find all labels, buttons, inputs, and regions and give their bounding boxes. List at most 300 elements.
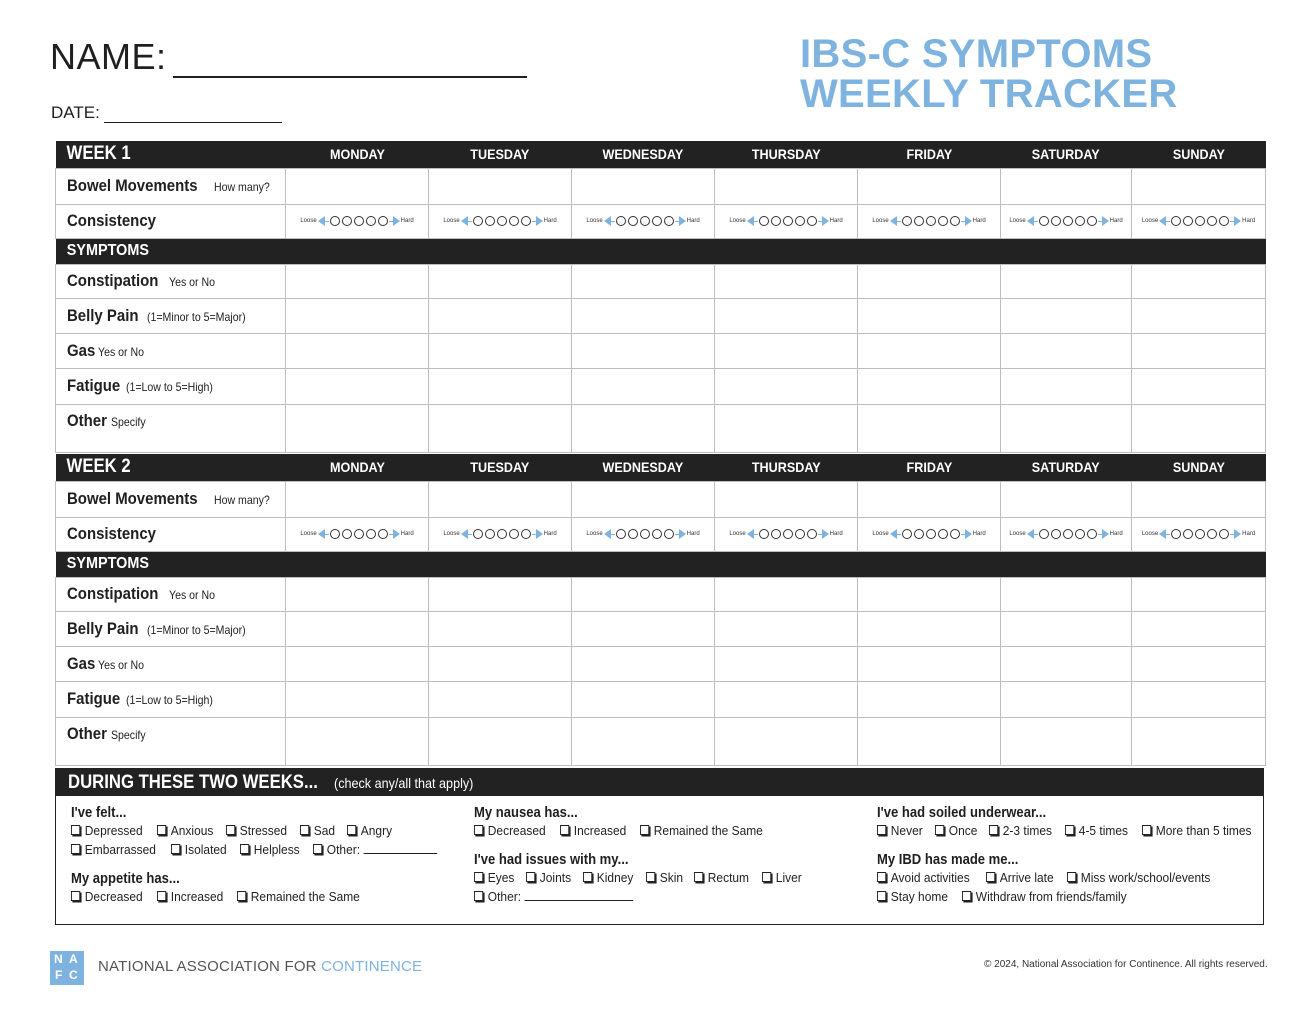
entry-cell[interactable] <box>1132 168 1266 204</box>
entry-cell[interactable] <box>858 681 1001 717</box>
week-2-table <box>55 454 1266 766</box>
scale-option-2[interactable] <box>342 529 352 539</box>
row-sublabel: Yes or No <box>97 344 144 359</box>
felt-option[interactable] <box>226 821 287 840</box>
row-label-cell <box>56 681 286 717</box>
scale-option-4[interactable] <box>509 216 519 226</box>
scale-option-1[interactable] <box>473 216 483 226</box>
scale-option-1[interactable] <box>616 216 626 226</box>
scale-option-2[interactable] <box>485 216 495 226</box>
entry-cell[interactable] <box>1132 404 1266 452</box>
entry-cell[interactable] <box>1001 611 1132 646</box>
scale-option-1[interactable] <box>759 529 769 539</box>
scale-option-2[interactable] <box>771 529 781 539</box>
entry-cell[interactable] <box>715 298 858 333</box>
arrow-left-icon <box>1027 216 1034 226</box>
issues-option[interactable] <box>583 868 633 887</box>
scale-option-2[interactable] <box>771 216 781 226</box>
scale-option-3[interactable] <box>1063 216 1073 226</box>
scale-option-4[interactable] <box>795 529 805 539</box>
entry-cell[interactable] <box>286 168 429 204</box>
checkbox-icon[interactable] <box>986 872 995 882</box>
entry-cell[interactable] <box>429 646 572 681</box>
loose-label: Loose <box>1009 218 1026 224</box>
row-consistency <box>56 517 1266 551</box>
entry-cell[interactable] <box>429 481 572 517</box>
arrow-left-icon <box>318 529 325 539</box>
scale-option-5[interactable] <box>950 529 960 539</box>
hard-label: Hard <box>972 531 986 537</box>
scale-option-4[interactable] <box>1075 529 1085 539</box>
soiled-option[interactable] <box>935 821 977 840</box>
scale-option-5[interactable] <box>807 216 817 226</box>
ibd-option[interactable] <box>877 868 970 887</box>
entry-cell[interactable] <box>1001 717 1132 765</box>
scale-option-2[interactable] <box>485 529 495 539</box>
nausea-option[interactable] <box>560 821 626 840</box>
entry-cell[interactable] <box>429 611 572 646</box>
name-blank[interactable] <box>173 46 527 78</box>
checkbox-icon[interactable] <box>646 872 655 882</box>
checkbox-icon[interactable] <box>1142 825 1151 835</box>
entry-cell[interactable] <box>858 264 1001 298</box>
entry-cell[interactable] <box>1132 333 1266 368</box>
symptoms-header: SYMPTOMS <box>66 242 149 259</box>
entry-cell[interactable] <box>715 646 858 681</box>
scale-option-4[interactable] <box>652 216 662 226</box>
entry-cell[interactable] <box>715 368 858 404</box>
row-fatigue <box>56 681 1266 717</box>
scale-option-5[interactable] <box>1087 216 1097 226</box>
arrow-right-icon <box>679 529 686 539</box>
row-label: Constipation <box>67 271 159 290</box>
entry-cell[interactable] <box>1132 681 1266 717</box>
entry-cell[interactable] <box>1001 404 1132 452</box>
consistency-scale <box>858 529 1000 539</box>
scale-option-3[interactable] <box>354 216 364 226</box>
week-header-row <box>56 454 1266 481</box>
entry-cell[interactable] <box>858 481 1001 517</box>
issues-other-label: Other: <box>487 889 522 904</box>
scale-option-4[interactable] <box>795 216 805 226</box>
scale-option-3[interactable] <box>1195 529 1205 539</box>
scale-line <box>754 534 758 535</box>
entry-cell[interactable] <box>715 168 858 204</box>
checkbox-icon[interactable] <box>877 872 886 882</box>
issues-option[interactable] <box>762 868 802 887</box>
entry-cell[interactable] <box>1132 368 1266 404</box>
hard-label: Hard <box>543 218 557 224</box>
scale-option-1[interactable] <box>1171 529 1181 539</box>
nausea-title: My nausea has... <box>474 805 578 821</box>
scale-option-1[interactable] <box>902 216 912 226</box>
issues-option[interactable] <box>646 868 683 887</box>
scale-option-3[interactable] <box>783 216 793 226</box>
consistency-cell <box>715 204 858 238</box>
consistency-scale <box>286 216 428 226</box>
scale-option-1[interactable] <box>902 529 912 539</box>
name-field[interactable] <box>50 36 527 78</box>
entry-cell[interactable] <box>429 717 572 765</box>
scale-option-5[interactable] <box>950 216 960 226</box>
scale-option-4[interactable] <box>938 216 948 226</box>
entry-cell[interactable] <box>715 333 858 368</box>
entry-cell[interactable] <box>572 646 715 681</box>
scale-option-4[interactable] <box>509 529 519 539</box>
entry-cell[interactable] <box>858 404 1001 452</box>
entry-cell[interactable] <box>572 333 715 368</box>
row-label: Constipation <box>67 584 159 603</box>
entry-cell[interactable] <box>715 611 858 646</box>
week-1-table <box>55 141 1266 453</box>
felt-option[interactable] <box>300 821 335 840</box>
checkbox-icon[interactable] <box>989 825 998 835</box>
entry-cell[interactable] <box>429 404 572 452</box>
option-label: Increased <box>170 889 224 904</box>
entry-cell[interactable] <box>1001 264 1132 298</box>
option-label: Stay home <box>890 889 948 904</box>
row-label-cell <box>56 333 286 368</box>
option-label: Rectum <box>707 870 749 885</box>
entry-cell[interactable] <box>1001 481 1132 517</box>
entry-cell[interactable] <box>1132 264 1266 298</box>
issues-title: I've had issues with my... <box>474 852 629 868</box>
checkbox-icon[interactable] <box>583 872 592 882</box>
row-other <box>56 717 1266 765</box>
week-header-row <box>56 141 1266 168</box>
scale-option-3[interactable] <box>497 216 507 226</box>
checkbox-icon[interactable] <box>474 825 483 835</box>
entry-cell[interactable] <box>286 333 429 368</box>
checkbox-icon[interactable] <box>71 844 80 854</box>
nausea-options <box>474 821 813 840</box>
appetite-option[interactable] <box>157 887 223 906</box>
checkbox-icon[interactable] <box>877 825 886 835</box>
hard-label: Hard <box>1242 218 1256 224</box>
entry-cell[interactable] <box>286 577 429 611</box>
checkbox-icon[interactable] <box>762 872 771 882</box>
felt-option[interactable] <box>157 821 213 840</box>
row-label-cell <box>56 298 286 333</box>
scale-option-5[interactable] <box>664 216 674 226</box>
entry-cell[interactable] <box>286 368 429 404</box>
row-bowel <box>56 168 1266 204</box>
scale-option-3[interactable] <box>926 216 936 226</box>
entry-cell[interactable] <box>858 577 1001 611</box>
entry-cell[interactable] <box>286 404 429 452</box>
entry-cell[interactable] <box>715 717 858 765</box>
entry-cell[interactable] <box>286 646 429 681</box>
checkbox-icon[interactable] <box>694 872 703 882</box>
checkbox-icon[interactable] <box>962 891 971 901</box>
entry-cell[interactable] <box>429 681 572 717</box>
entry-cell[interactable] <box>572 264 715 298</box>
scale-option-5[interactable] <box>378 216 388 226</box>
entry-cell[interactable] <box>1001 333 1132 368</box>
entry-cell[interactable] <box>858 168 1001 204</box>
option-label: Anxious <box>170 823 214 838</box>
arrow-left-icon <box>461 529 468 539</box>
title-line-2: WEEKLY TRACKER <box>800 72 1178 116</box>
issues-option[interactable] <box>474 868 514 887</box>
row-label-cell <box>56 646 286 681</box>
entry-cell[interactable] <box>429 168 572 204</box>
checkbox-icon[interactable] <box>226 825 235 835</box>
scale-option-2[interactable] <box>342 216 352 226</box>
scale-option-3[interactable] <box>354 529 364 539</box>
ibd-option[interactable] <box>962 887 1127 906</box>
entry-cell[interactable] <box>286 298 429 333</box>
checkbox-icon[interactable] <box>157 825 166 835</box>
checkbox-icon[interactable] <box>935 825 944 835</box>
arrow-left-icon <box>604 529 611 539</box>
scale-option-3[interactable] <box>926 529 936 539</box>
arrow-right-icon <box>1234 529 1241 539</box>
checkbox-icon[interactable] <box>1065 825 1074 835</box>
consistency-scale <box>715 216 857 226</box>
entry-cell[interactable] <box>572 404 715 452</box>
hard-label: Hard <box>400 531 414 537</box>
scale-option-1[interactable] <box>759 216 769 226</box>
entry-cell[interactable] <box>572 717 715 765</box>
appetite-title: My appetite has... <box>71 871 180 887</box>
entry-cell[interactable] <box>715 577 858 611</box>
during-two-weeks-section <box>55 768 1264 925</box>
scale-option-5[interactable] <box>1219 216 1229 226</box>
date-field[interactable] <box>51 103 282 123</box>
row-label: Consistency <box>67 524 156 543</box>
scale-option-1[interactable] <box>1039 216 1049 226</box>
row-sublabel: Specify <box>110 414 146 429</box>
scale-option-5[interactable] <box>378 529 388 539</box>
entry-cell[interactable] <box>858 611 1001 646</box>
entry-cell[interactable] <box>715 264 858 298</box>
ibd-option[interactable] <box>1067 868 1210 887</box>
scale-option-5[interactable] <box>1087 529 1097 539</box>
scale-option-3[interactable] <box>497 529 507 539</box>
checkbox-icon[interactable] <box>526 872 535 882</box>
scale-option-4[interactable] <box>1207 216 1217 226</box>
hard-label: Hard <box>400 218 414 224</box>
entry-cell[interactable] <box>429 264 572 298</box>
entry-cell[interactable] <box>572 298 715 333</box>
entry-cell[interactable] <box>1132 611 1266 646</box>
entry-cell[interactable] <box>286 264 429 298</box>
entry-cell[interactable] <box>1132 577 1266 611</box>
scale-option-1[interactable] <box>1171 216 1181 226</box>
scale-option-2[interactable] <box>1051 529 1061 539</box>
arrow-left-icon <box>461 216 468 226</box>
entry-cell[interactable] <box>858 333 1001 368</box>
ibd-option[interactable] <box>877 887 948 906</box>
consistency-scale <box>286 529 428 539</box>
scale-option-1[interactable] <box>330 216 340 226</box>
checkbox-icon[interactable] <box>71 825 80 835</box>
scale-option-4[interactable] <box>652 529 662 539</box>
entry-cell[interactable] <box>858 368 1001 404</box>
checkbox-icon[interactable] <box>313 844 322 854</box>
scale-option-5[interactable] <box>664 529 674 539</box>
scale-option-5[interactable] <box>521 529 531 539</box>
option-label: Remained the Same <box>653 823 763 838</box>
scale-option-2[interactable] <box>628 216 638 226</box>
issues-option-other[interactable] <box>474 887 633 906</box>
scale-line <box>325 221 329 222</box>
issues-option[interactable] <box>694 868 749 887</box>
entry-cell[interactable] <box>286 481 429 517</box>
scale-line <box>1166 534 1170 535</box>
entry-cell[interactable] <box>429 333 572 368</box>
scale-option-5[interactable] <box>807 529 817 539</box>
felt-option[interactable] <box>171 840 227 859</box>
checkbox-icon[interactable] <box>474 891 483 901</box>
entry-cell[interactable] <box>1132 481 1266 517</box>
checkbox-icon[interactable] <box>300 825 309 835</box>
scale-option-4[interactable] <box>1207 529 1217 539</box>
entry-cell[interactable] <box>1132 717 1266 765</box>
scale-option-1[interactable] <box>330 529 340 539</box>
scale-option-1[interactable] <box>1039 529 1049 539</box>
scale-option-2[interactable] <box>914 216 924 226</box>
entry-cell[interactable] <box>715 481 858 517</box>
row-fatigue <box>56 368 1266 404</box>
nausea-option[interactable] <box>474 821 546 840</box>
scale-option-2[interactable] <box>1183 529 1193 539</box>
row-label: Bowel Movements <box>67 176 198 195</box>
row-constipation <box>56 577 1266 611</box>
entry-cell[interactable] <box>429 298 572 333</box>
felt-option[interactable] <box>71 821 143 840</box>
week-label: WEEK 2 <box>66 456 131 478</box>
issues-option[interactable] <box>526 868 571 887</box>
option-label: Depressed <box>84 823 143 838</box>
entry-cell[interactable] <box>858 717 1001 765</box>
checkbox-icon[interactable] <box>1067 872 1076 882</box>
name-label: NAME: <box>50 36 167 77</box>
loose-label: Loose <box>729 218 746 224</box>
nausea-option[interactable] <box>640 821 763 840</box>
entry-cell[interactable] <box>572 368 715 404</box>
scale-option-4[interactable] <box>366 529 376 539</box>
entry-cell[interactable] <box>1001 168 1132 204</box>
date-blank[interactable] <box>104 106 282 123</box>
consistency-scale <box>429 216 571 226</box>
scale-line <box>611 221 615 222</box>
row-sublabel: How many? <box>213 180 270 194</box>
appetite-option[interactable] <box>71 887 143 906</box>
scale-option-3[interactable] <box>1063 529 1073 539</box>
checkbox-icon[interactable] <box>347 825 356 835</box>
entry-cell[interactable] <box>1001 298 1132 333</box>
column-right <box>877 805 1269 918</box>
entry-cell[interactable] <box>1132 298 1266 333</box>
entry-cell[interactable] <box>1001 646 1132 681</box>
felt-option[interactable] <box>347 821 392 840</box>
entry-cell[interactable] <box>1001 368 1132 404</box>
scale-option-5[interactable] <box>521 216 531 226</box>
loose-label: Loose <box>586 218 603 224</box>
scale-option-2[interactable] <box>628 529 638 539</box>
logo-letter-f: F <box>55 968 63 982</box>
checkbox-icon[interactable] <box>240 844 249 854</box>
scale-option-3[interactable] <box>640 529 650 539</box>
option-label: Arrive late <box>999 870 1054 885</box>
felt-option[interactable] <box>313 840 437 859</box>
entry-cell[interactable] <box>572 611 715 646</box>
entry-cell[interactable] <box>429 368 572 404</box>
entry-cell[interactable] <box>286 611 429 646</box>
checkbox-icon[interactable] <box>237 891 246 901</box>
scale-option-4[interactable] <box>938 529 948 539</box>
scale-option-2[interactable] <box>1051 216 1061 226</box>
scale-option-2[interactable] <box>914 529 924 539</box>
entry-cell[interactable] <box>572 681 715 717</box>
hard-label: Hard <box>686 531 700 537</box>
scale-option-3[interactable] <box>640 216 650 226</box>
consistency-cell <box>715 517 858 551</box>
entry-cell[interactable] <box>1001 577 1132 611</box>
felt-option[interactable] <box>240 840 300 859</box>
entry-cell[interactable] <box>572 168 715 204</box>
entry-cell[interactable] <box>715 681 858 717</box>
logo-letter-n: N <box>54 952 63 966</box>
checkbox-icon[interactable] <box>640 825 649 835</box>
issues-options <box>474 868 813 887</box>
felt-option[interactable] <box>71 840 156 859</box>
scale-option-2[interactable] <box>1183 216 1193 226</box>
scale-option-4[interactable] <box>1075 216 1085 226</box>
soiled-option[interactable] <box>989 821 1052 840</box>
checkbox-icon[interactable] <box>157 891 166 901</box>
column-middle <box>474 805 813 918</box>
soiled-option[interactable] <box>877 821 923 840</box>
scale-option-4[interactable] <box>366 216 376 226</box>
entry-cell[interactable] <box>858 298 1001 333</box>
other-blank[interactable] <box>363 842 437 854</box>
entry-cell[interactable] <box>1001 681 1132 717</box>
checkbox-icon[interactable] <box>71 891 80 901</box>
scale-option-5[interactable] <box>1219 529 1229 539</box>
loose-label: Loose <box>300 531 317 537</box>
soiled-option[interactable] <box>1065 821 1128 840</box>
scale-option-1[interactable] <box>473 529 483 539</box>
option-label: Embarrassed <box>84 842 156 857</box>
issues-other-blank[interactable] <box>524 889 633 901</box>
scale-option-3[interactable] <box>783 529 793 539</box>
soiled-option[interactable] <box>1142 821 1252 840</box>
entry-cell[interactable] <box>858 646 1001 681</box>
entry-cell[interactable] <box>286 681 429 717</box>
scale-option-1[interactable] <box>616 529 626 539</box>
entry-cell[interactable] <box>572 481 715 517</box>
entry-cell[interactable] <box>1132 646 1266 681</box>
appetite-option[interactable] <box>237 887 360 906</box>
during-title: DURING THESE TWO WEEKS... <box>68 772 318 793</box>
scale-option-3[interactable] <box>1195 216 1205 226</box>
entry-cell[interactable] <box>429 577 572 611</box>
ibd-option[interactable] <box>986 868 1054 887</box>
checkbox-icon[interactable] <box>560 825 569 835</box>
entry-cell[interactable] <box>572 577 715 611</box>
checkbox-icon[interactable] <box>474 872 483 882</box>
checkbox-icon[interactable] <box>877 891 886 901</box>
checkbox-icon[interactable] <box>171 844 180 854</box>
entry-cell[interactable] <box>715 404 858 452</box>
row-other <box>56 404 1266 452</box>
entry-cell[interactable] <box>286 717 429 765</box>
row-label-cell <box>56 168 286 204</box>
consistency-scale <box>572 216 714 226</box>
